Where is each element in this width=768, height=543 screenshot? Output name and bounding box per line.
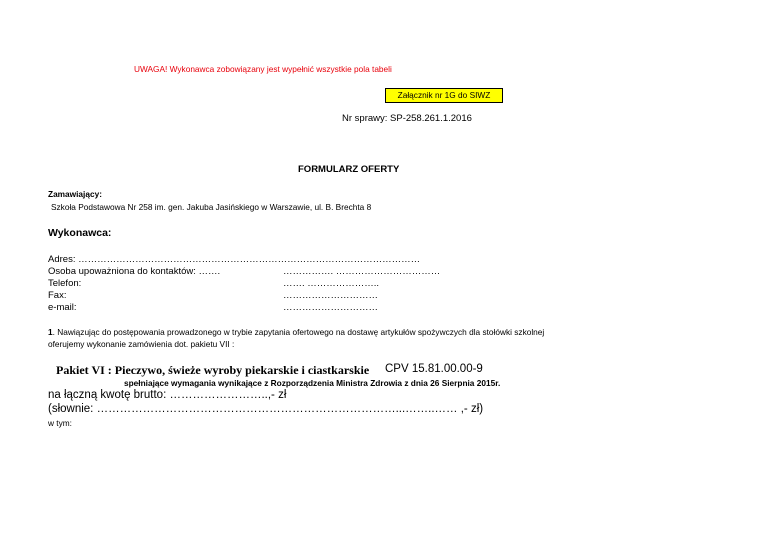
case-number: Nr sprawy: SP-258.261.1.2016	[342, 113, 472, 124]
contact-person-field: ……………. ……………………………	[283, 266, 441, 277]
address-field: Adres: ………………………………………………………………………………………………	[48, 254, 421, 265]
ordering-party-name: Szkoła Podstawowa Nr 258 im. gen. Jakuba Jasińskiego w Warszawie, ul. B. Brechta 8	[51, 202, 372, 212]
email-label: e-mail:	[48, 302, 77, 313]
contact-person-label: Osoba upoważniona do kontaktów: …….	[48, 266, 221, 277]
email-field: …………………………	[283, 302, 378, 313]
phone-label: Telefon:	[48, 278, 82, 289]
attachment-box: Załącznik nr 1G do SIWZ	[385, 88, 503, 103]
point-1-line-2: oferujemy wykonanie zamówienia dot. pakietu VII :	[48, 339, 235, 349]
warning-note: UWAGA! Wykonawca zobowiązany jest wypełnić wszystkie pola tabeli	[134, 64, 392, 74]
total-amount-field: na łączną kwotę brutto: ……………………..,- zł	[48, 389, 287, 401]
point-1-sentence: . Nawiązując do postępowania prowadzonego w trybie zapytania ofertowego na dostawę artykułów spożywczych dla stołówki szkolnej	[52, 327, 545, 337]
cpv-code: CPV 15.81.00.00-9	[385, 363, 483, 375]
contractor-label: Wykonawca:	[48, 227, 112, 239]
ordering-party-label: Zamawiający:	[48, 189, 102, 199]
phone-field: ……. …………………..	[283, 278, 380, 289]
point-1-text	[48, 327, 544, 337]
form-title: FORMULARZ OFERTY	[298, 164, 400, 175]
fax-label: Fax:	[48, 290, 67, 301]
point-1-number: 1	[48, 327, 53, 337]
fax-field: …………………………	[283, 290, 378, 301]
including-label: w tym:	[48, 418, 72, 428]
requirements-note: spełniające wymagania wynikające z Rozporządzenia Ministra Zdrowia z dnia 26 Sierpnia 2015r.	[124, 378, 501, 388]
package-title: Pakiet VI : Pieczywo, świeże wyroby piekarskie i ciastkarskie	[56, 363, 370, 377]
amount-in-words-field: (słownie: ……………………………………………………………………...……..…… ,- zł)	[48, 403, 484, 415]
